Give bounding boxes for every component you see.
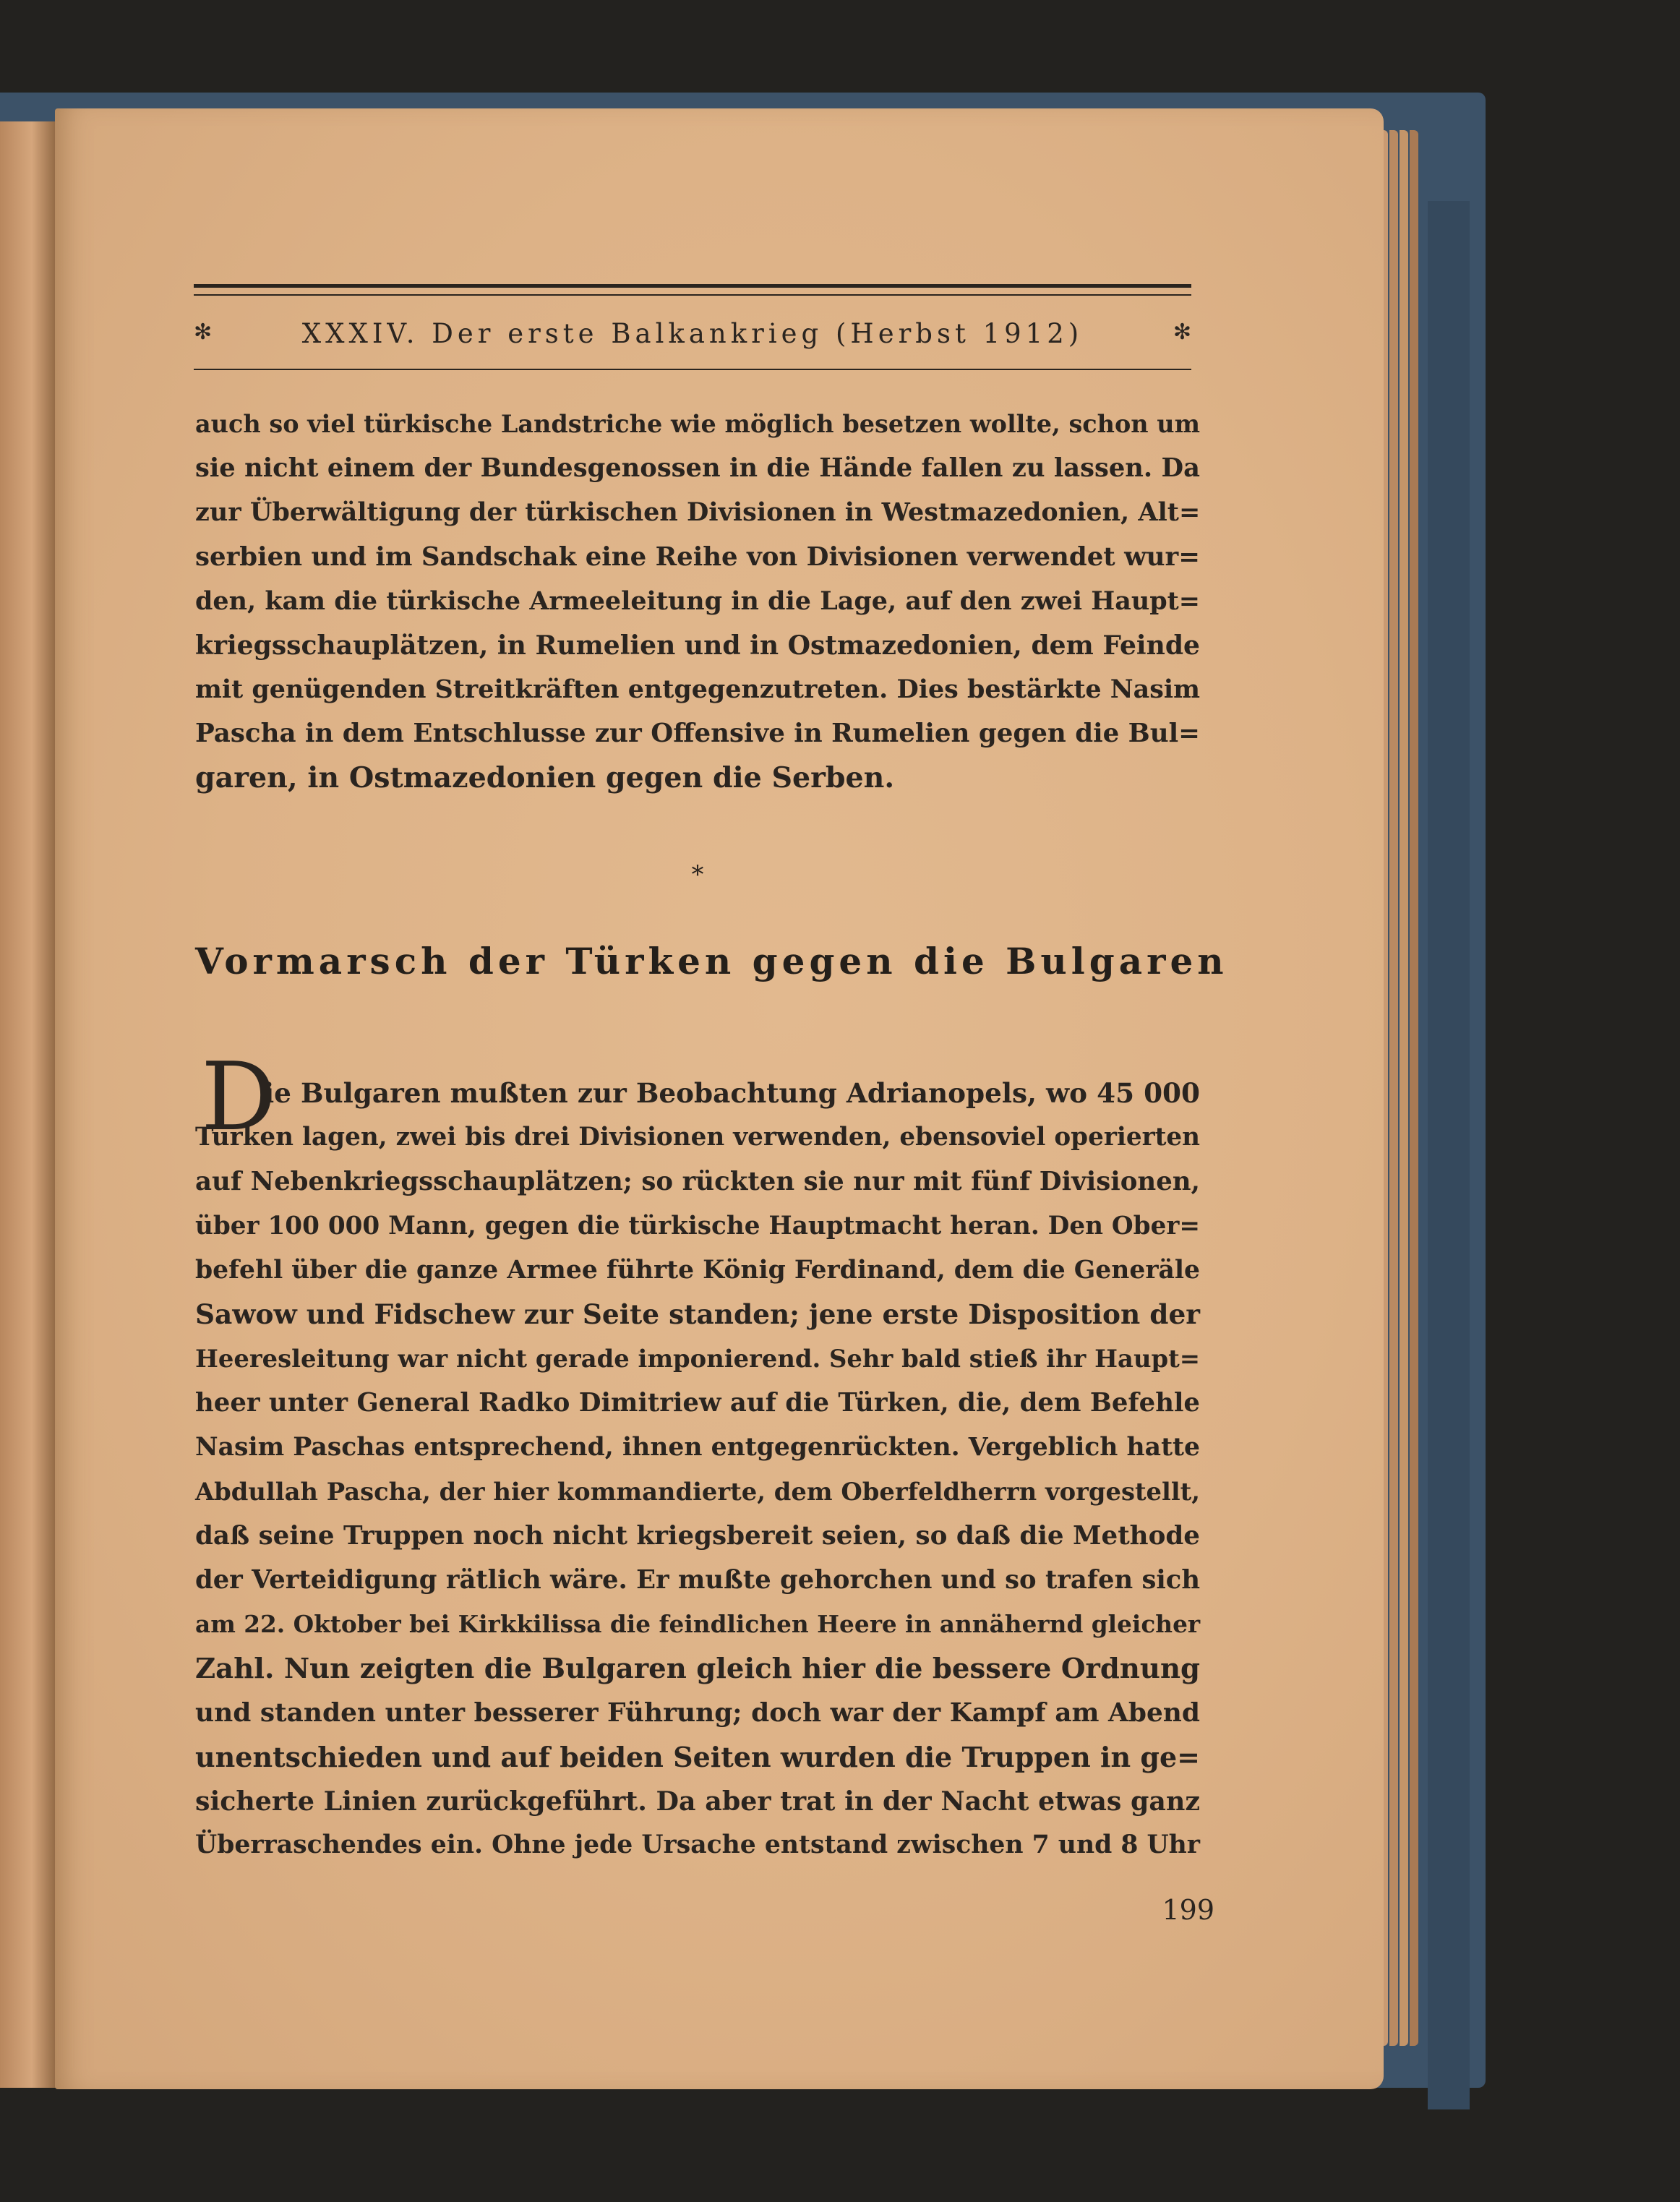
text-line: Zahl. Nun zeigten die Bulgaren gleich hier die bessere Ordnung bbox=[195, 1652, 1201, 1685]
section-heading: Vormarsch der Türken gegen die Bulgaren bbox=[195, 940, 1228, 982]
text-line: sicherte Linien zurückgeführt. Da aber trat in der Nacht etwas ganz bbox=[195, 1786, 1200, 1817]
text-line: mit genügenden Streitkräften entgegenzutreten. Dies bestärkte Nasim bbox=[195, 674, 1200, 705]
text-line: auch so viel türkische Landstriche wie möglich besetzen wollte, schon um bbox=[195, 410, 1200, 438]
text-line: serbien und im Sandschak eine Reihe von Divisionen verwendet wur= bbox=[195, 541, 1200, 572]
header-rule-thin bbox=[194, 294, 1191, 296]
cover-edge bbox=[1428, 201, 1470, 2109]
text-line: Abdullah Pascha, der hier kommandierte, dem Oberfeldherrn vorgestellt, bbox=[195, 1476, 1200, 1506]
paragraph-2 bbox=[195, 1071, 1200, 1868]
text-line: unentschieden und auf beiden Seiten wurden die Truppen in ge= bbox=[195, 1741, 1200, 1774]
text-line: garen, in Ostmazedonien gegen die Serben. bbox=[195, 761, 895, 794]
text-line: daß seine Truppen noch nicht kriegsbereit seien, so daß die Methode bbox=[195, 1521, 1200, 1551]
text-line: kriegsschauplätzen, in Rumelien und in Ostmazedonien, dem Feinde bbox=[195, 630, 1200, 661]
paragraph-1 bbox=[195, 402, 1200, 800]
text-line: Sawow und Fidschew zur Seite standen; jene erste Disposition der bbox=[195, 1298, 1200, 1331]
text-line: Überraschendes ein. Ohne jede Ursache entstand zwischen 7 und 8 Uhr bbox=[195, 1830, 1200, 1860]
drop-cap: D bbox=[201, 1042, 277, 1152]
text-line: Türken lagen, zwei bis drei Divisionen verwenden, ebensoviel operierten bbox=[195, 1123, 1200, 1152]
text-line: ie Bulgaren mußten zur Beobachtung Adrianopels, wo 45 000 bbox=[264, 1077, 1200, 1109]
running-header bbox=[194, 318, 1191, 354]
section-separator: * bbox=[691, 860, 704, 889]
text-line: sie nicht einem der Bundesgenossen in die Hände fallen zu lassen. Da bbox=[195, 453, 1200, 484]
ornament-icon: ✻ bbox=[1173, 320, 1191, 345]
text-line: Heeresleitung war nicht gerade imponierend. Sehr bald stieß ihr Haupt= bbox=[195, 1344, 1200, 1374]
ornament-icon: ✻ bbox=[194, 320, 213, 345]
running-head-title: XXXIV. Der erste Balkankrieg (Herbst 1912) bbox=[301, 318, 1084, 349]
page-stack-edge bbox=[1389, 130, 1398, 2046]
text-line: auf Nebenkriegsschauplätzen; so rückten sie nur mit fünf Divisionen, bbox=[195, 1167, 1200, 1197]
text-line: heer unter General Radko Dimitriew auf die Türken, die, dem Befehle bbox=[195, 1388, 1200, 1418]
text-line: am 22. Oktober bei Kirkkilissa die feindlichen Heere in annähernd gleicher bbox=[195, 1610, 1201, 1639]
text-line: Pascha in dem Entschlusse zur Offensive in Rumelien gegen die Bul= bbox=[195, 719, 1200, 749]
text-line: zur Überwältigung der türkischen Divisionen in Westmazedonien, Alt= bbox=[195, 497, 1201, 528]
header-rule-bottom bbox=[194, 369, 1191, 370]
text-line: und standen unter besserer Führung; doch war der Kampf am Abend bbox=[195, 1697, 1200, 1728]
text-line: Nasim Paschas entsprechend, ihnen entgegenrückten. Vergeblich hatte bbox=[195, 1432, 1200, 1462]
text-line: über 100 000 Mann, gegen die türkische Hauptmacht heran. Den Ober= bbox=[195, 1211, 1200, 1241]
text-line: den, kam die türkische Armeeleitung in die Lage, auf den zwei Haupt= bbox=[195, 586, 1200, 616]
page-stack-edge bbox=[1410, 130, 1418, 2046]
header-rule-thick bbox=[194, 284, 1191, 288]
page-stack-edge bbox=[1400, 130, 1408, 2046]
page-number: 199 bbox=[1162, 1894, 1214, 1926]
text-line: der Verteidigung rätlich wäre. Er mußte gehorchen und so trafen sich bbox=[195, 1565, 1200, 1595]
text-line: befehl über die ganze Armee führte König Ferdinand, dem die Generäle bbox=[195, 1255, 1201, 1285]
left-page-edge bbox=[0, 121, 58, 2088]
